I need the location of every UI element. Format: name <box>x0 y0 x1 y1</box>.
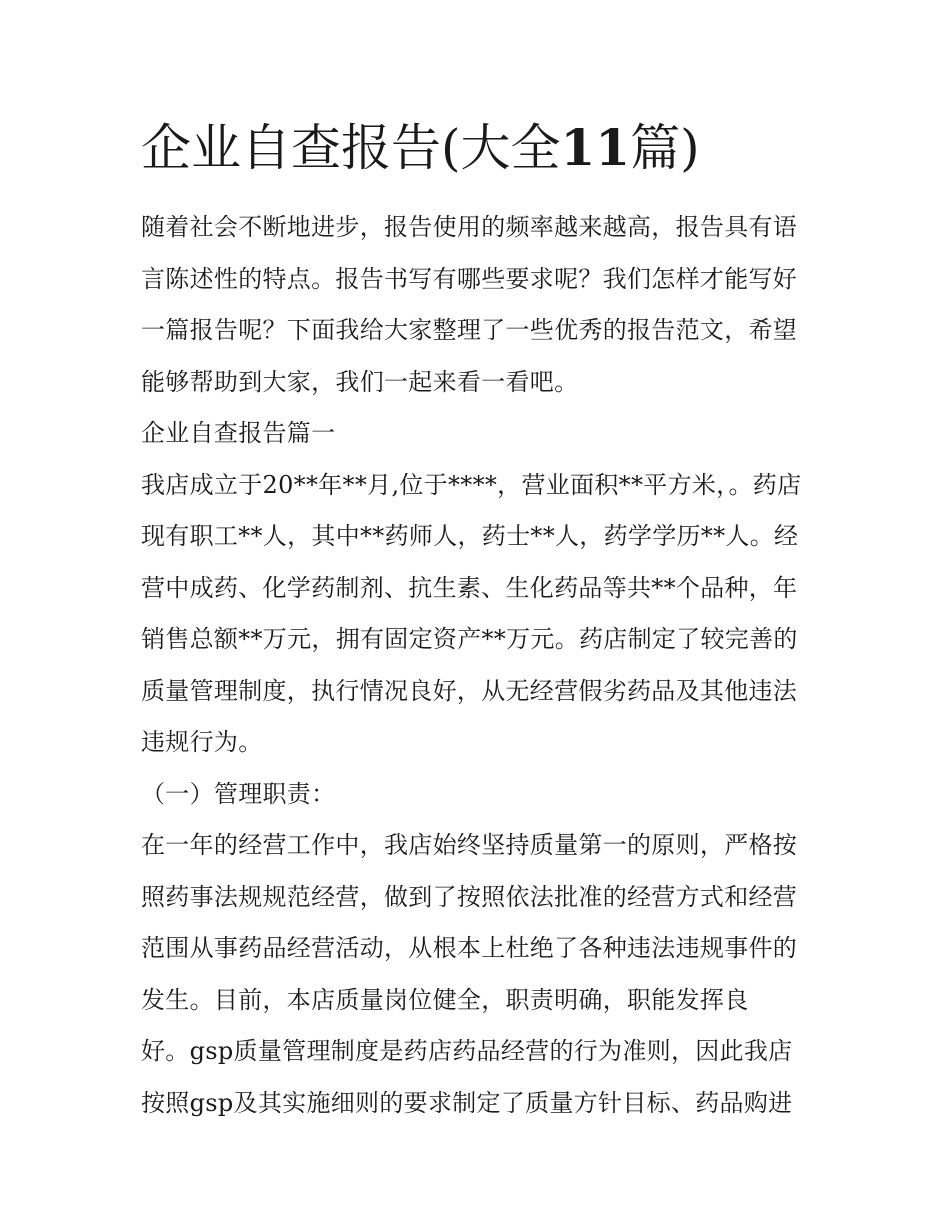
body-line-7: 现有职工**人，其中**药师人，药士**人，药学学历**人。经 <box>141 522 799 550</box>
title-number: 11 <box>560 118 631 177</box>
body-line-1: 随着社会不断地进步，报告使用的频率越来越高，报告具有语 <box>141 213 798 241</box>
body-line-15: 范围从事药品经营活动，从根本上杜绝了各种违法违规事件的 <box>141 934 798 962</box>
document-page <box>141 108 821 1129</box>
body-line-8: 营中成药、化学药制剂、抗生素、生化药品等共**个品种，年 <box>141 573 798 602</box>
body-line-11: 违规行为。 <box>141 728 263 756</box>
body-line-10: 质量管理制度，执行情况良好，从无经营假劣药品及其他违法 <box>141 676 798 705</box>
body-line-6: 我店成立于20**年**月,位于****，营业面积**平方米，。药店 <box>141 470 802 499</box>
title-suffix: 篇) <box>630 119 700 177</box>
body-line-2: 言陈述性的特点。报告书写有哪些要求呢？我们怎样才能写好 <box>141 264 798 293</box>
body-line-3: 一篇报告呢？下面我给大家整理了一些优秀的报告范文，希望 <box>141 316 798 344</box>
body-line-14: 照药事法规规范经营，做到了按照依法批准的经营方式和经营 <box>141 882 798 911</box>
subsection-heading-1: （一）管理职责： <box>141 779 336 808</box>
document-body <box>141 202 821 1129</box>
body-line-18: 按照gsp及其实施细则的要求制定了质量方针目标、药品购进 <box>141 1088 793 1117</box>
body-line-13: 在一年的经营工作中，我店始终坚持质量第一的原则，严格按 <box>141 831 798 859</box>
body-line-9: 销售总额**万元，拥有固定资产**万元。药店制定了较完善的 <box>141 625 798 653</box>
document-title <box>141 108 821 188</box>
body-line-17: 好。gsp质量管理制度是药店药品经营的行为准则，因此我店 <box>141 1037 793 1065</box>
section-heading-1: 企业自查报告篇一 <box>141 419 336 447</box>
title-text: 企业自查报告(大全 <box>141 119 561 177</box>
body-line-4: 能够帮助到大家，我们一起来看一看吧。 <box>141 367 579 396</box>
body-line-16: 发生。目前，本店质量岗位健全，职责明确，职能发挥良 <box>141 985 749 1014</box>
